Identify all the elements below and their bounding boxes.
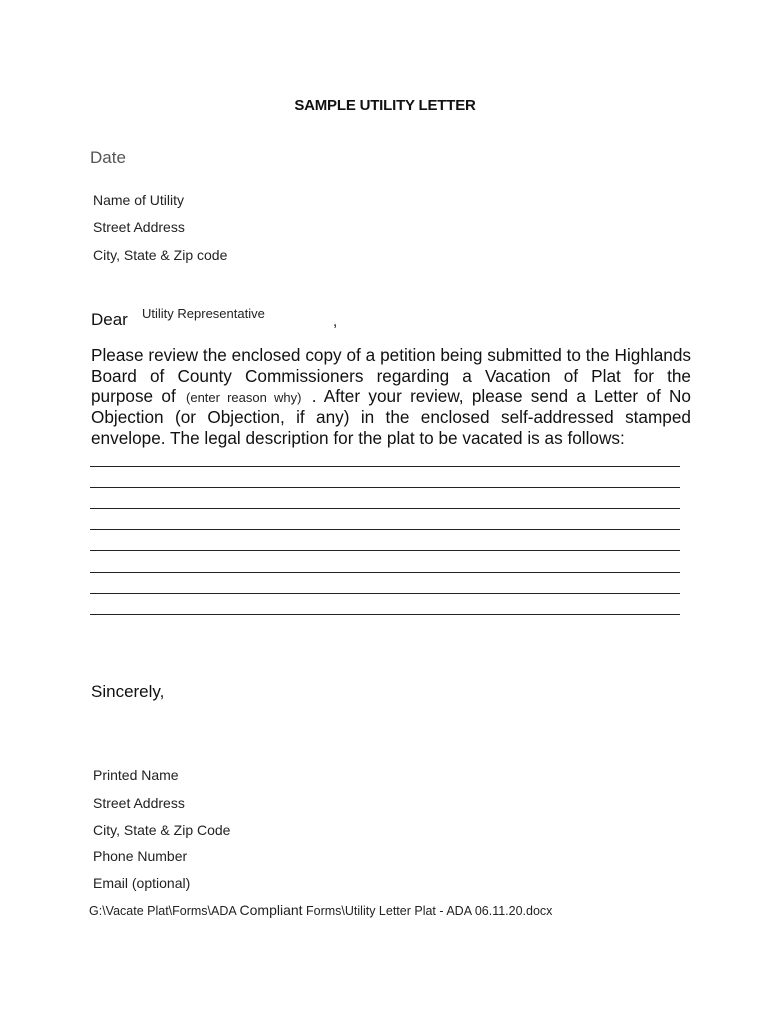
utility-name-field[interactable]: Name of Utility bbox=[93, 192, 185, 208]
body-line-5: envelope. The legal description for the plat to be vacated is as follows: bbox=[91, 428, 625, 448]
legal-description-line[interactable] bbox=[90, 550, 680, 551]
body-line-3-start: purpose of bbox=[91, 386, 176, 406]
body-line-3-end: . After your review, please send a Letter of No bbox=[311, 386, 691, 406]
reason-field[interactable]: (enter reason why) bbox=[186, 390, 302, 405]
body-line-3 bbox=[91, 386, 691, 409]
letter-title: SAMPLE UTILITY LETTER bbox=[294, 97, 476, 114]
utility-street-field[interactable]: Street Address bbox=[93, 219, 185, 235]
footer-path-part-1: G:\Vacate Plat\Forms\ADA bbox=[89, 904, 240, 918]
legal-description-line[interactable] bbox=[90, 572, 680, 573]
legal-description-line[interactable] bbox=[90, 508, 680, 509]
legal-description-line[interactable] bbox=[90, 529, 680, 530]
printed-name-field[interactable]: Printed Name bbox=[93, 767, 179, 783]
representative-field[interactable]: Utility Representative bbox=[142, 306, 265, 321]
body-line-4: Objection (or Objection, if any) in the enclosed self-addressed stamped bbox=[91, 407, 691, 427]
closing: Sincerely, bbox=[91, 682, 165, 701]
utility-city-field[interactable]: City, State & Zip code bbox=[93, 247, 228, 263]
sender-street-field[interactable]: Street Address bbox=[93, 795, 185, 811]
email-field[interactable]: Email (optional) bbox=[93, 875, 191, 891]
footer-path-part-3: Forms\Utility Letter Plat - ADA 06.11.20.docx bbox=[302, 904, 553, 918]
footer-path-part-2: Compliant bbox=[239, 902, 303, 918]
legal-description-line[interactable] bbox=[90, 466, 680, 467]
footer-file-path bbox=[89, 902, 552, 918]
body-line-2: Board of County Commissioners regarding a Vacation of Plat for the bbox=[91, 366, 691, 386]
salutation-comma: , bbox=[333, 313, 338, 330]
salutation-dear: Dear bbox=[91, 310, 128, 329]
date-field[interactable]: Date bbox=[90, 148, 126, 167]
sender-city-field[interactable]: City, State & Zip Code bbox=[93, 822, 231, 838]
legal-description-line[interactable] bbox=[90, 487, 680, 488]
phone-number-field[interactable]: Phone Number bbox=[93, 848, 188, 864]
body-line-1: Please review the enclosed copy of a petition being submitted to the Highlands bbox=[91, 345, 691, 365]
legal-description-line[interactable] bbox=[90, 614, 680, 615]
legal-description-line[interactable] bbox=[90, 593, 680, 594]
